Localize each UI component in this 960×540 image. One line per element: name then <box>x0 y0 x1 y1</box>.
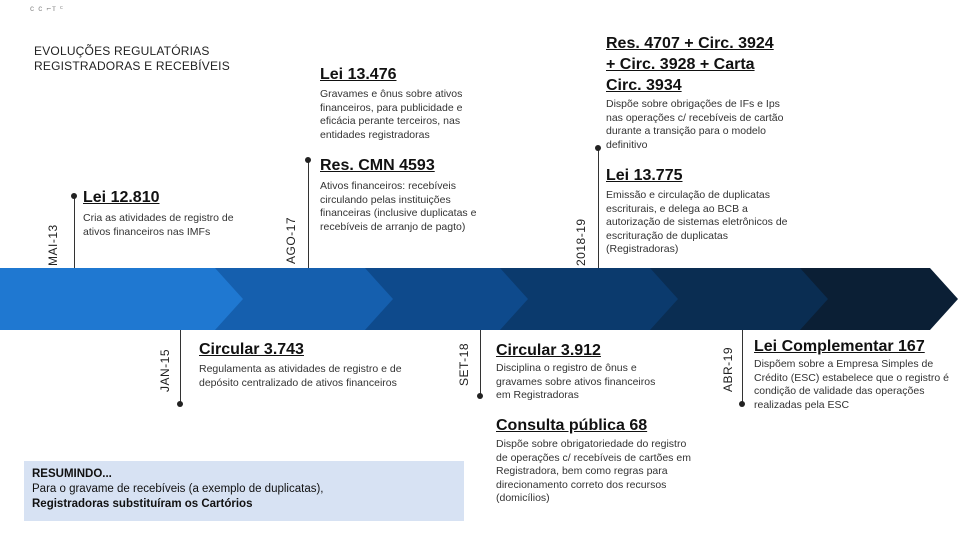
ago17-desc-1: Gravames e ônus sobre ativos financeiros, para publicidade e eficácia perante terceiros, nas entidades registradoras <box>320 88 463 141</box>
set18-desc-2: Dispõe sobre obrigatoriedade do registro de operações c/ recebíveis de cartões em Registradora, bem como regras para direcionamento correto dos recursos (domicílios) <box>496 438 691 504</box>
y2018-19-desc-1: Dispõe sobre obrigações de IFs e Ips nas operações c/ recebíveis de cartão durante a transição para o modelo definitivo <box>606 98 784 151</box>
page-title-line2: REGISTRADORAS E RECEBÍVEIS <box>34 59 230 73</box>
jan15-connector <box>180 330 181 404</box>
ago17-dot <box>305 157 311 163</box>
abr19-connector <box>742 330 743 404</box>
page-title-line1: EVOLUÇÕES REGULATÓRIAS <box>34 44 210 58</box>
abr19-title: Lei Complementar 167 <box>754 338 925 355</box>
summary-heading: RESUMINDO... <box>32 468 112 480</box>
mai13-connector <box>74 196 75 268</box>
summary-line2: Registradoras substituíram os Cartórios <box>32 498 253 510</box>
y2018-19-date: 2018-19 <box>574 218 588 266</box>
summary-box <box>24 461 464 521</box>
logo: ᴄ ᴄ ⌐ᴛ ᶜ <box>30 4 64 13</box>
y2018-19-dot <box>595 145 601 151</box>
ago17-title-2: Res. CMN 4593 <box>320 157 435 174</box>
set18-title-1: Circular 3.912 <box>496 342 601 359</box>
mai13-date: MAI-13 <box>46 224 60 266</box>
summary-line1: Para o gravame de recebíveis (a exemplo de duplicatas), <box>32 483 324 495</box>
abr19-date: ABR-19 <box>721 346 735 392</box>
ago17-date: AGO-17 <box>284 216 298 264</box>
jan15-desc: Regulamenta as atividades de registro e de depósito centralizado de ativos financeiros <box>199 363 402 389</box>
jan15-date: JAN-15 <box>158 348 172 392</box>
y2018-19-connector <box>598 148 599 268</box>
mai13-dot <box>71 193 77 199</box>
y2018-19-title-1: Res. 4707 + Circ. 3924 + Circ. 3928 + Carta Circ. 3934 <box>606 35 774 94</box>
page-title <box>34 44 230 74</box>
timeline-band <box>0 268 960 330</box>
set18-title-2: Consulta pública 68 <box>496 417 648 434</box>
band-segment-1 <box>0 268 243 330</box>
mai13-title: Lei 12.810 <box>83 189 160 206</box>
ago17-title-1: Lei 13.476 <box>320 66 397 83</box>
abr19-dot <box>739 401 745 407</box>
y2018-19-title-2: Lei 13.775 <box>606 167 683 184</box>
set18-desc-1: Disciplina o registro de ônus e gravames sobre ativos financeiros em Registradoras <box>496 362 656 401</box>
set18-date: SET-18 <box>457 342 471 386</box>
set18-dot <box>477 393 483 399</box>
ago17-desc-2: Ativos financeiros: recebíveis circulando pelas instituições financeiras (inclusive duplicatas e recebíveis de arranjo de pagto) <box>320 180 477 233</box>
abr19-desc: Dispõem sobre a Empresa Simples de Crédito (ESC) estabelece que o registro é condição de validade das operações realizadas pela ESC <box>754 358 949 411</box>
jan15-title: Circular 3.743 <box>199 341 304 358</box>
y2018-19-desc-2: Emissão e circulação de duplicatas escriturais, e delega ao BCB a autorização de sistemas eletrônicos de escrituração de duplicatas (Registradoras) <box>606 189 788 255</box>
ago17-connector <box>308 160 309 268</box>
mai13-desc: Cria as atividades de registro de ativos financeiros nas IMFs <box>83 212 234 238</box>
jan15-dot <box>177 401 183 407</box>
set18-connector <box>480 330 481 396</box>
